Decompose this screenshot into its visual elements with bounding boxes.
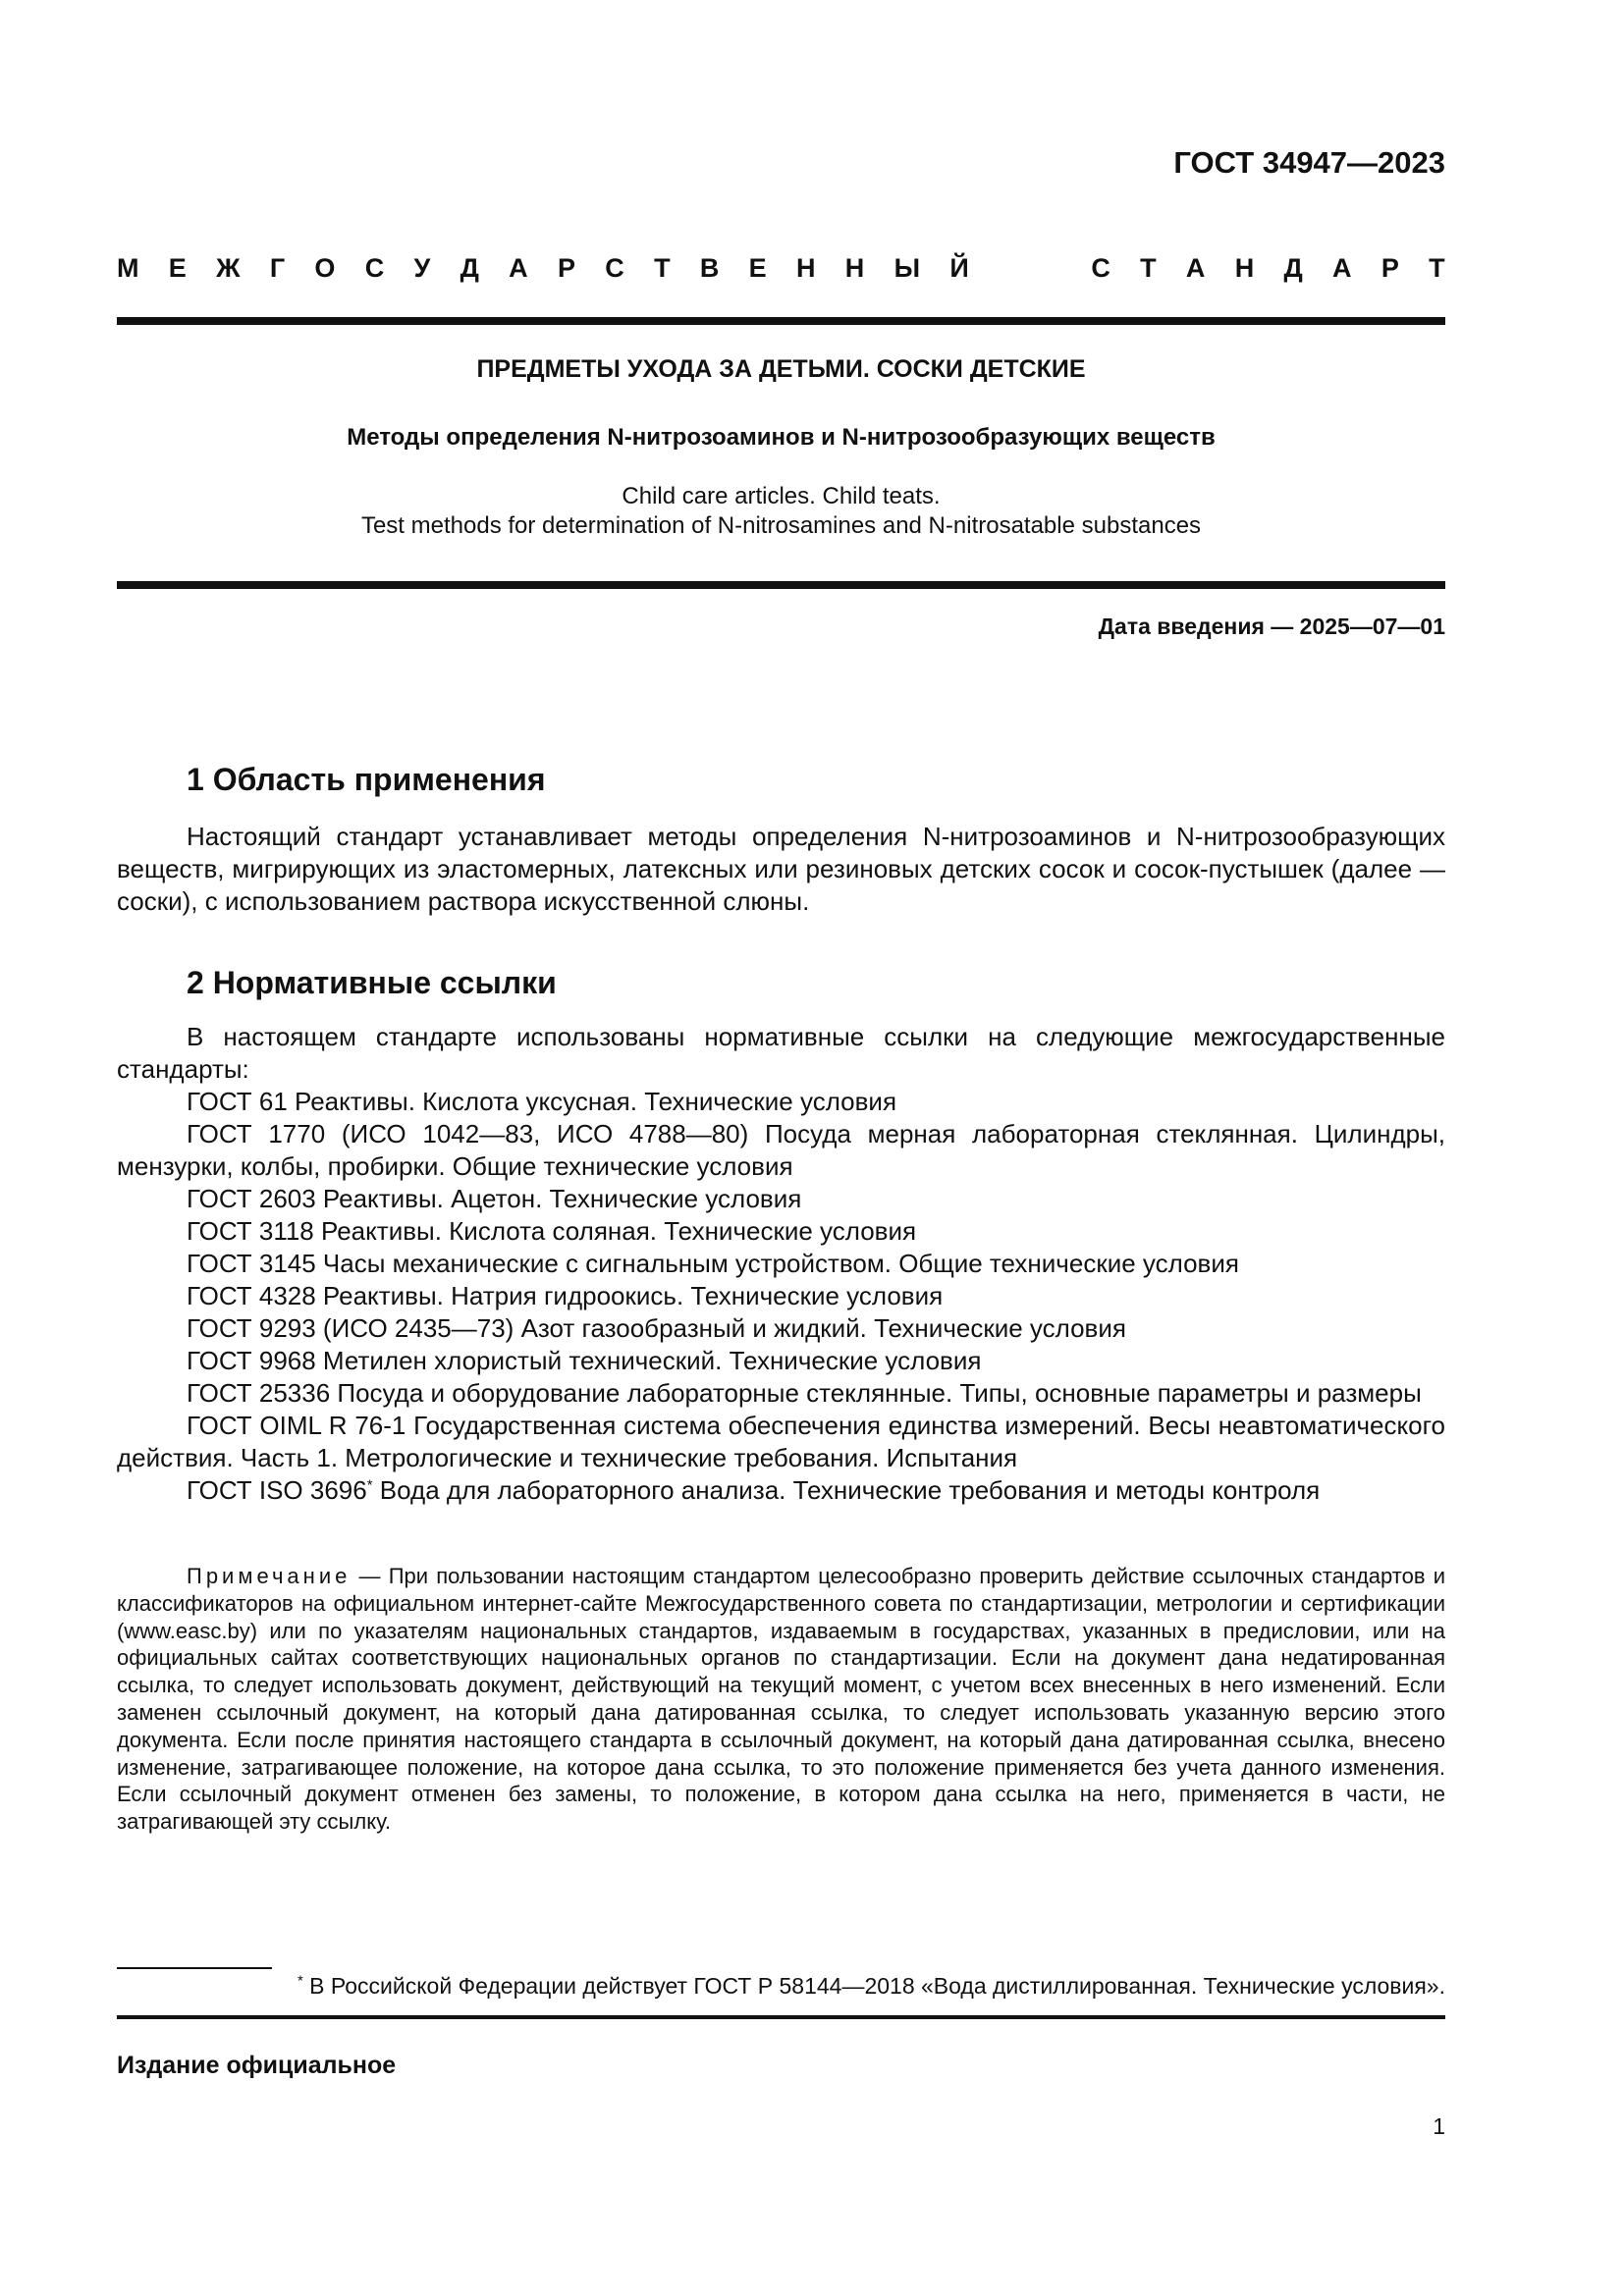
doc-type-letter: А (1185, 253, 1206, 283)
doc-type-letter: Н (1234, 253, 1255, 283)
reference-item: ГОСТ 4328 Реактивы. Натрия гидроокись. Технические условия (187, 1281, 944, 1310)
doc-type-letter: Н (795, 253, 816, 283)
note-text: — При пользовании настоящим стандартом целесообразно проверить действие ссылочных стандартов и классификаторов на официальном интернет-сайте Межгосударственного совета по стандартизации, метрологии и сертификации (www.easc.by) или по указателям национальных стандартов, издаваемым в государствах, указанных в предисловии, или на официальных сайтах соответствующих национальных органов по стандартизации. Если на документ дана недатированная ссылка, то следует использовать документ, действующий на текущий момент, с учетом всех внесенных в него изменений. Если заменен ссылочный документ, на который дана датированная ссылка, то следует использовать указанную версию этого документа. Если после принятия настоящего стандарта в ссылочный документ, на который дана датированная ссылка, внесено изменение, затрагивающее положение, на которое дана ссылка, то это положение применяется без учета данного изменения. Если ссылочный документ отменен без замены, то положение, в котором дана ссылка на него, применяется в части, не затрагивающей эту ссылку. (117, 1564, 1445, 1835)
introduction-date: Дата введения — 2025—07—01 (1098, 614, 1445, 639)
doc-type-letter: Т (1140, 253, 1157, 283)
footnote-text: В Российской Федерации действует ГОСТ Р 58144—2018 «Вода дистиллированная. Технические условия». (302, 1973, 1445, 1999)
reference-item: ГОСТ 25336 Посуда и оборудование лабораторные стеклянные. Типы, основные параметры и размеры (187, 1378, 1422, 1408)
doc-type-letter: А (509, 253, 528, 283)
doc-type-letter: Т (1429, 253, 1445, 283)
reference-item: ГОСТ OIML R 76-1 Государственная система обеспечения единства измерений. Весы неавтоматического действия. Часть 1. Метрологические и технические требования. Испытания (117, 1411, 1445, 1472)
doc-type-letter: М (117, 253, 139, 283)
doc-type-letter: Т (654, 253, 671, 283)
document-type-heading (117, 253, 1445, 284)
doc-type-letter: С (605, 253, 624, 283)
header-divider (117, 317, 1445, 325)
document-number: ГОСТ 34947—2023 (1173, 145, 1445, 180)
document-title-ru: ПРЕДМЕТЫ УХОДА ЗА ДЕТЬМИ. СОСКИ ДЕТСКИЕ (476, 355, 1086, 383)
edition-label: Издание официальное (117, 2052, 397, 2079)
doc-type-letter: Е (748, 253, 767, 283)
doc-type-letter: Д (460, 253, 479, 283)
doc-type-letter: Ы (893, 253, 921, 283)
doc-type-letter: Д (1283, 253, 1303, 283)
doc-type-letter: У (413, 253, 431, 283)
doc-type-letter: Р (1380, 253, 1399, 283)
doc-type-letter: С (364, 253, 385, 283)
doc-type-letter: Н (844, 253, 865, 283)
doc-type-letter: Р (557, 253, 575, 283)
note-paragraph (117, 1563, 1445, 1836)
reference-item: ГОСТ 3145 Часы механические с сигнальным устройством. Общие технические условия (187, 1249, 1239, 1278)
section-1-paragraph: Настоящий стандарт устанавливает методы определения N-нитрозоаминов и N-нитрозообразующих веществ, мигрирующих из эластомерных, латексных или резиновых детских сосок и сосок-пустышек (далее — соски), с использованием раствора искусственной слюны. (117, 822, 1445, 916)
doc-type-letter: Й (949, 253, 969, 283)
doc-type-letter: В (699, 253, 720, 283)
section-1-heading: 1 Область применения (187, 762, 546, 797)
section-1-body (117, 821, 1445, 918)
title-divider (117, 581, 1445, 589)
footnote-separator (117, 1967, 272, 1969)
reference-item: ГОСТ 61 Реактивы. Кислота уксусная. Технические условия (187, 1087, 897, 1116)
footnote-mark: * (297, 1972, 303, 1990)
reference-item: ГОСТ 2603 Реактивы. Ацетон. Технические условия (187, 1184, 802, 1213)
reference-title: Вода для лабораторного анализа. Технические требования и методы контроля (372, 1475, 1321, 1505)
note-label: Примечание (187, 1564, 352, 1588)
reference-code: ГОСТ ISO 3696 (187, 1475, 367, 1505)
footer-divider (117, 2015, 1445, 2019)
document-subtitle-ru: Методы определения N-нитрозоаминов и N-нитрозообразующих веществ (347, 424, 1216, 451)
reference-item: ГОСТ 9968 Метилен хлористый технический. Технические условия (187, 1346, 982, 1375)
doc-type-gap (999, 253, 1061, 284)
page-number: 1 (1433, 2113, 1445, 2139)
document-title-en-line1: Child care articles. Child teats. (622, 483, 941, 509)
footnote (117, 1973, 1445, 2000)
doc-type-letter: Г (269, 253, 286, 283)
document-title-en-line2: Test methods for determination of N-nitrosamines and N-nitrosatable substances (360, 512, 1202, 539)
doc-type-letter: Е (168, 253, 187, 283)
reference-item: ГОСТ 9293 (ИСО 2435—73) Азот газообразный и жидкий. Технические условия (187, 1313, 1126, 1343)
doc-type-letter: С (1091, 253, 1110, 283)
reference-item-with-footnote (117, 1474, 1445, 1507)
section-2-heading: 2 Нормативные ссылки (187, 965, 557, 1000)
doc-type-letter: А (1332, 253, 1352, 283)
reference-item: ГОСТ 3118 Реактивы. Кислота соляная. Технические условия (187, 1216, 917, 1246)
footnote-marker: * (366, 1476, 373, 1494)
section-2-body (117, 1021, 1445, 1507)
doc-type-letter: О (314, 253, 336, 283)
doc-type-letter: Ж (216, 253, 241, 283)
section-2-intro: В настоящем стандарте использованы нормативные ссылки на следующие межгосударственные стандарты: (117, 1022, 1445, 1084)
note-block (117, 1563, 1445, 1836)
reference-item: ГОСТ 1770 (ИСО 1042—83, ИСО 4788—80) Посуда мерная лабораторная стеклянная. Цилиндры, мензурки, колбы, пробирки. Общие технические условия (117, 1119, 1445, 1181)
